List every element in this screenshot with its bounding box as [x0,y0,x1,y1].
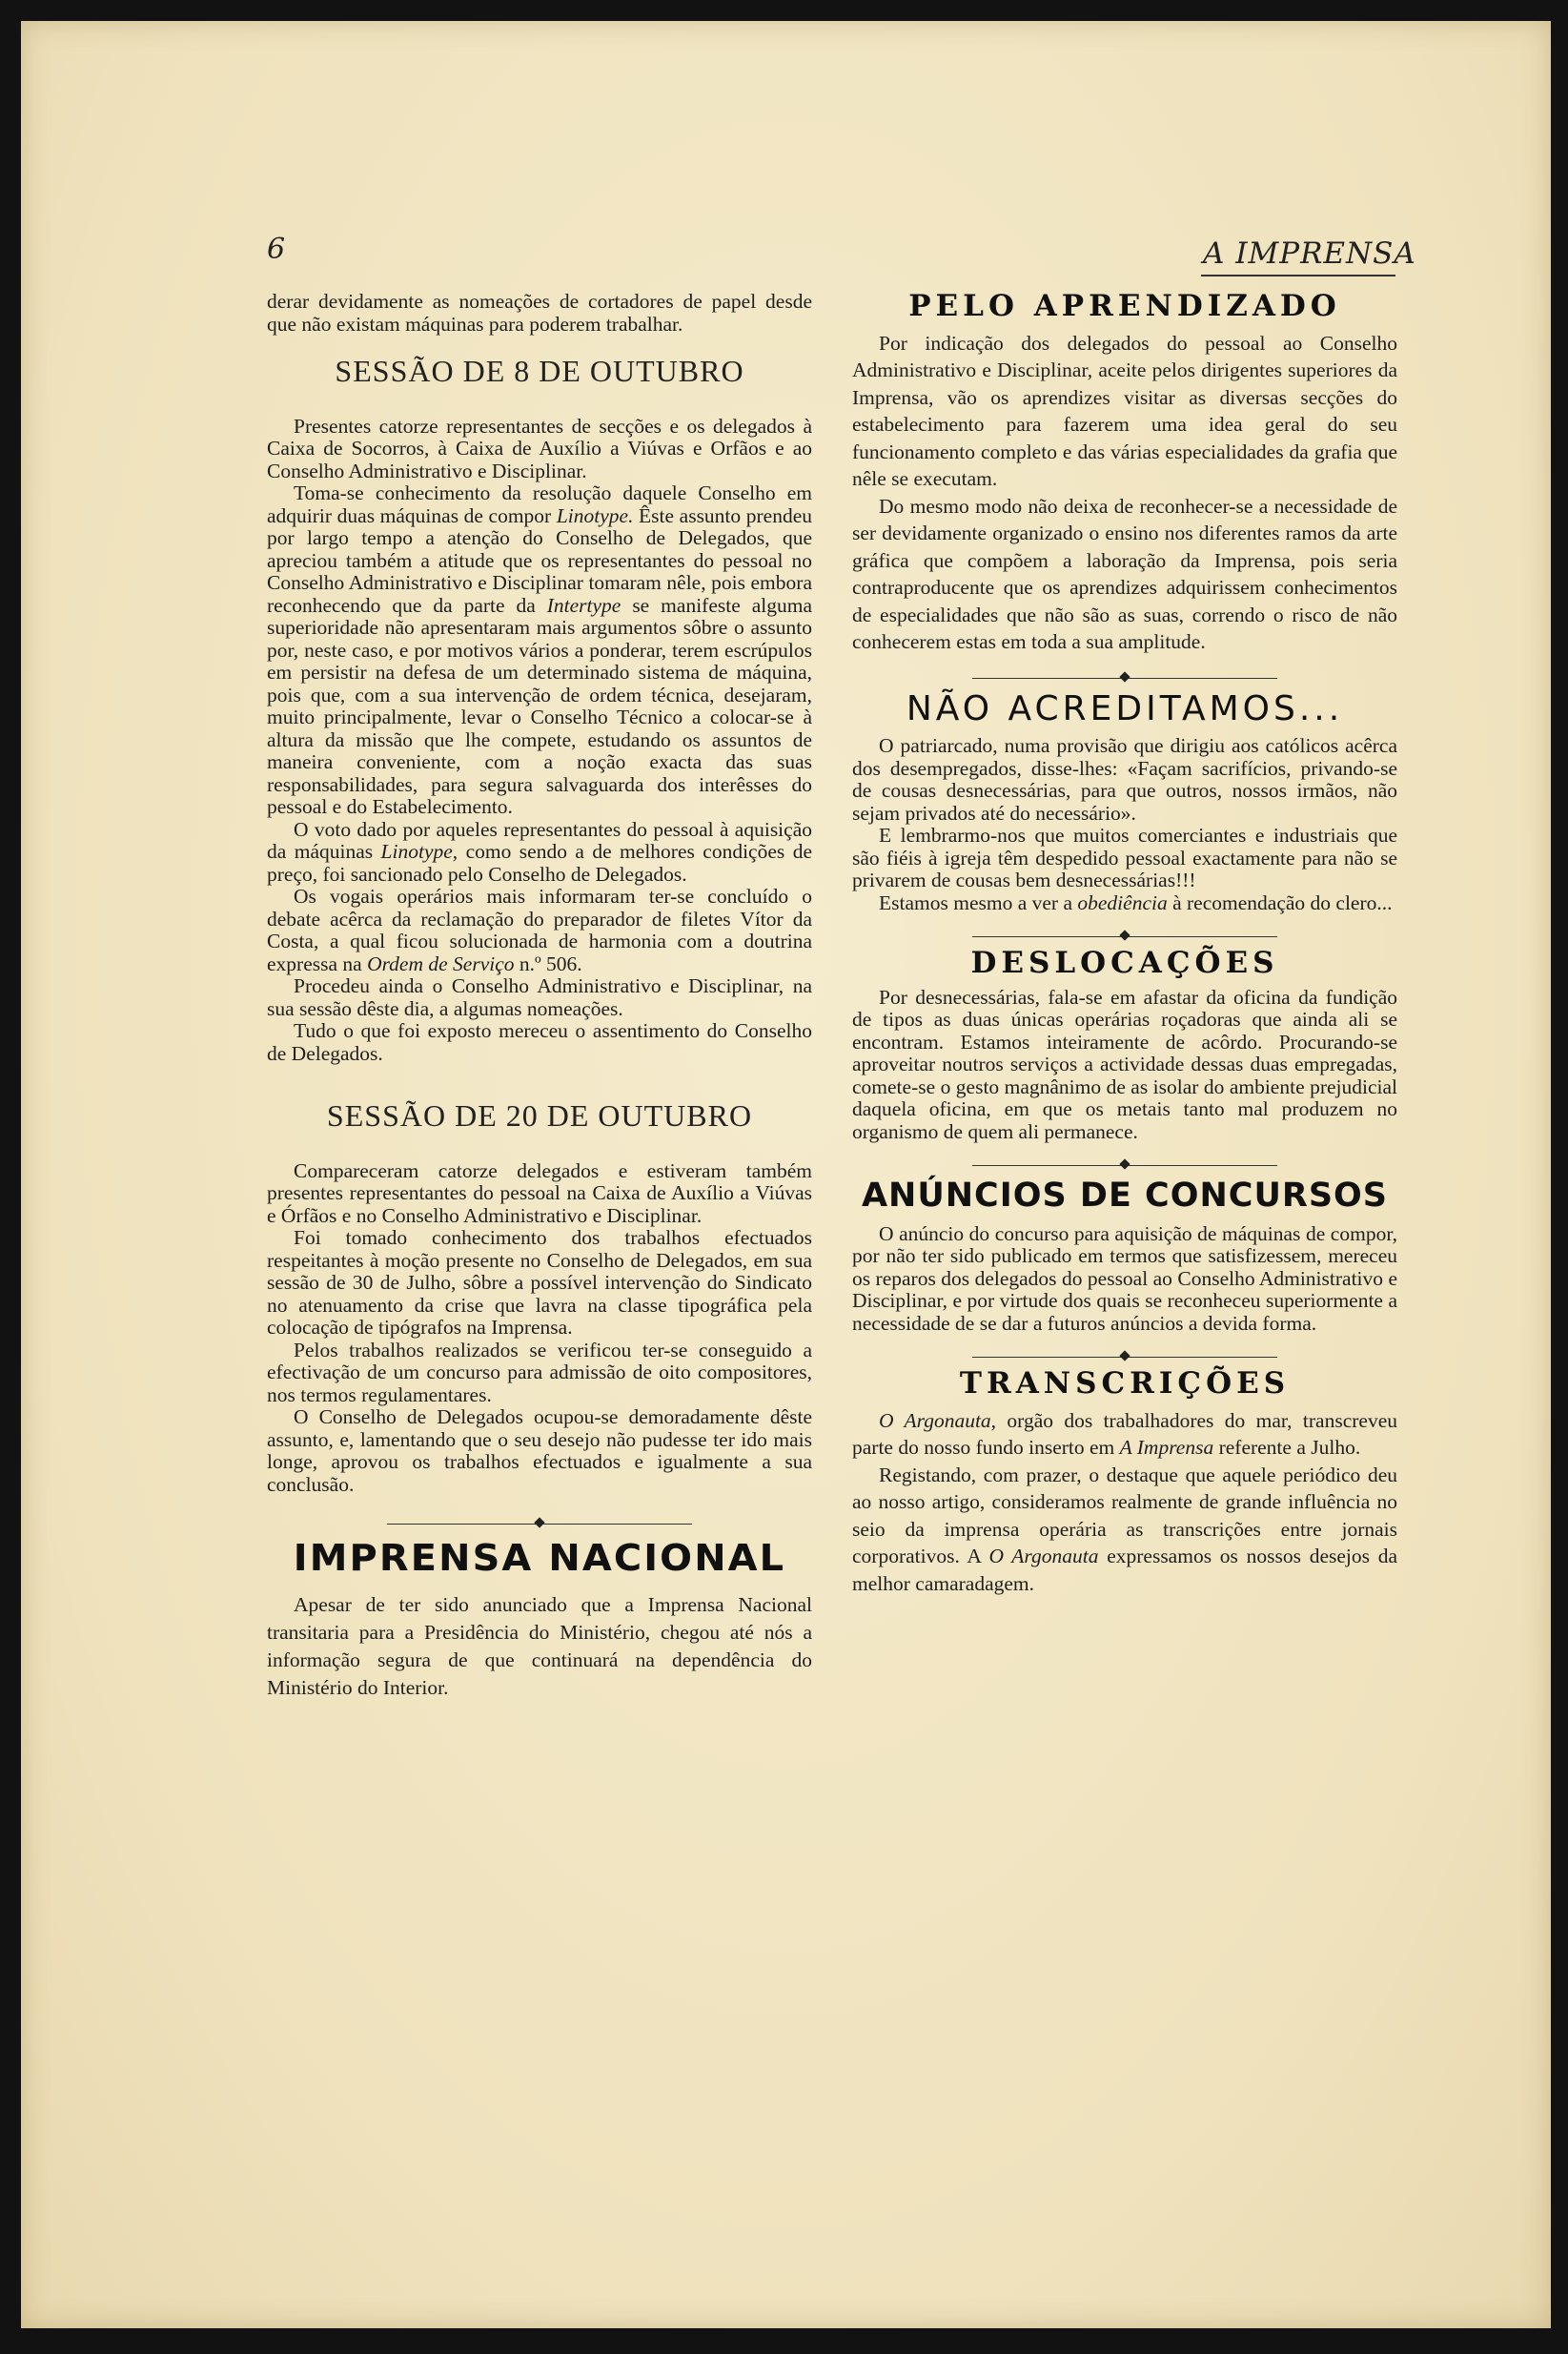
paragraph: Procedeu ainda o Conselho Administrativo e Disciplinar, na sua sessão dêste dia, a algumas nomeações. [267,974,812,1020]
paragraph: E lembrarmo-nos que muitos comerciantes e industriais que são fiéis à igreja têm despedido pessoal exactamente para não se privarem de cousas bem desnecessárias!!! [852,824,1397,891]
paragraph: Registando, com prazer, o destaque que aquele periódico deu ao nosso artigo, consideramos realmente de grande influência no seio da imprensa operária as transcrições entre jornais corporativos. A O Argonauta expressamos os nossos desejos da melhor camaradagem. [852,1463,1397,1595]
paragraph: Apesar de ter sido anunciado que a Imprensa Nacional transitaria para a Presidência do Ministério, chegou até nós a informação segura de que continuará na dependência do Ministério do Interior. [267,1592,812,1699]
ornamental-rule [972,930,1277,943]
ornamental-rule [972,671,1277,685]
paragraph: O patriarcado, numa provisão que dirigiu aos católicos acêrca dos desempregados, disse-lhes: «Façam sacrifícios, privando-se de cousas desnecessárias, para que outros, nossos irmãos, não sejam privados até do necessário». [852,734,1397,825]
paragraph: Do mesmo modo não deixa de reconhecer-se a necessidade de ser devidamente organizado o ensino nos diferentes ramos da arte gráfica que compõem a laboração da Imprensa, pois seria contraproducente que os aprendizes adquirissem conhecimentos de especialidades que não são as suas, correndo o risco de não conhecerem estas em toda a sua amplitude. [852,494,1397,653]
paragraph: O Argonauta, orgão dos trabalhadores do mar, transcreveu parte do nosso fundo inserto em A Imprensa referente a Julho. [852,1408,1397,1459]
right-column [852,289,1397,1597]
paragraph: Toma-se conhecimento da resolução daquele Conselho em adquirir duas máquinas de compor Linotype. Êste assunto prendeu por largo tempo a atenção do Conselho de Delegados, que apreciou também a atitude que os representantes do pessoal no Conselho Administrativo e Disciplinar tomaram nêle, pois embora reconhecendo que da parte da Intertype se manifeste alguma superioridade não apresentaram mais argumentos sôbre o assunto por, neste caso, e por motivos vários a ponderar, terem escrúpulos em persistir na defesa de um determinado sistema de máquina, pois que, com a sua intervenção de ordem técnica, desejaram, muito principalmente, levar o Conselho Técnico a colocar-se à altura da missão que lhe compete, estudando os assuntos de maneira conveniente, com a noção exacta das suas responsabilidades, para segura salvaguarda dos interêsses do pessoal e do Estabelecimento. [267,481,813,818]
paragraph: Estamos mesmo a ver a obediência à recomendação do clero... [879,890,1393,914]
paragraph: Compareceram catorze delegados e estiveram também presentes representantes do pessoal na Caixa de Auxílio a Viúvas e Órfãos e no Conselho Administrativo e Disciplinar. [267,1158,812,1227]
ornamental-rule [972,1350,1277,1363]
anuncios-heading: ANÚNCIOS DE CONCURSOS [861,1177,1389,1215]
transcricoes-heading: TRANSCRIÇÕES [959,1366,1291,1401]
running-head: A IMPRENSA [1203,236,1416,271]
paragraph: Foi tomado conhecimento dos trabalhos efectuados respeitantes à moção presente no Conselho de Delegados, em sua sessão de 30 de Julho, sôbre a possível intervenção do Sindicato no atenuamento da crise que lavra na classe tipográfica pela colocação de tipógrafos na Imprensa. [267,1226,812,1339]
aprendizado-heading: PELO APRENDIZADO [908,289,1341,323]
session-8-heading: SESSÃO DE 8 DE OUTUBRO [335,354,744,388]
paragraph: Por desnecessárias, fala-se em afastar da oficina da fundição de tipos as duas únicas operárias roçadoras que ainda ali se encontram. Estamos inteiramente de acôrdo. Procurando-se aproveitar noutros serviços a actividade dessas duas empregadas, comete-se o gesto magnânimo de as isolar do ambiente prejudicial daquela oficina, em que os metais tanto mal produzem no organismo de quem ali permanece. [852,985,1397,1143]
paragraph: Por indicação dos delegados do pessoal ao Conselho Administrativo e Disciplinar, aceite pelos dirigentes superiores da Imprensa, vão os aprendizes visitar as diversas secções do estabelecimento para fazerem uma idea geral do seu funcionamento completo e das várias especialidades da grafia que nêle se executam. [852,331,1397,490]
imprensa-nacional-heading: IMPRENSA NACIONAL [293,1537,786,1579]
paragraph: Presentes catorze representantes de secções e os delegados à Caixa de Socorros, à Caixa de Auxílio a Viúvas e Orfãos e ao Conselho Administrativo e Disciplinar. [267,414,812,482]
newspaper-page [21,21,1551,2328]
paragraph: Os vogais operários mais informaram ter-se concluído o debate acêrca da reclamação do preparador de filetes Vítor da Costa, a qual ficou solucionada de harmonia com a doutrina expressa na Ordem de Serviço n.º 506. [267,885,812,975]
paragraph: Tudo o que foi exposto mereceu o assentimento do Conselho de Delegados. [267,1019,812,1065]
ornamental-rule [387,1517,692,1530]
paragraph: O voto dado por aqueles representantes do pessoal à aquisição da máquinas Linotype, como sendo a de melhores condições de preço, foi sancionado pelo Conselho de Delegados. [267,817,812,886]
paragraph: O anúncio do concurso para aquisição de máquinas de compor, por não ter sido publicado em termos que satisfizessem, mereceu os reparos dos delegados do pessoal ao Conselho Administrativo e Disciplinar, e por virtude dos quais se reconheceu superiormente a necessidade de se dar a futuros anúncios a devida forma. [852,1221,1397,1335]
paragraph: O Conselho de Delegados ocupou-se demoradamente dêste assunto, e, lamentando que o seu desejo não pudesse ter ido mais longe, aprovou os trabalhos efectuados e igualmente a sua conclusão. [267,1405,812,1496]
running-head-rule [1201,275,1395,276]
session-20-heading: SESSÃO DE 20 DE OUTUBRO [326,1098,753,1133]
ornamental-rule [972,1158,1277,1172]
paragraph: Pelos trabalhos realizados se verificou ter-se conseguido a efectivação de um concurso para admissão de oito compositores, nos termos regulamentares. [267,1338,812,1406]
left-column [267,291,812,1702]
intro-paragraph: derar devidamente as nomeações de cortadores de papel desde que não existam máquinas para poderem trabalhar. [267,290,812,336]
deslocacoes-heading: DESLOCAÇÕES [970,946,1279,980]
page-number: 6 [267,233,286,266]
nao-acreditamos-heading: NÃO ACREDITAMOS... [906,688,1344,728]
